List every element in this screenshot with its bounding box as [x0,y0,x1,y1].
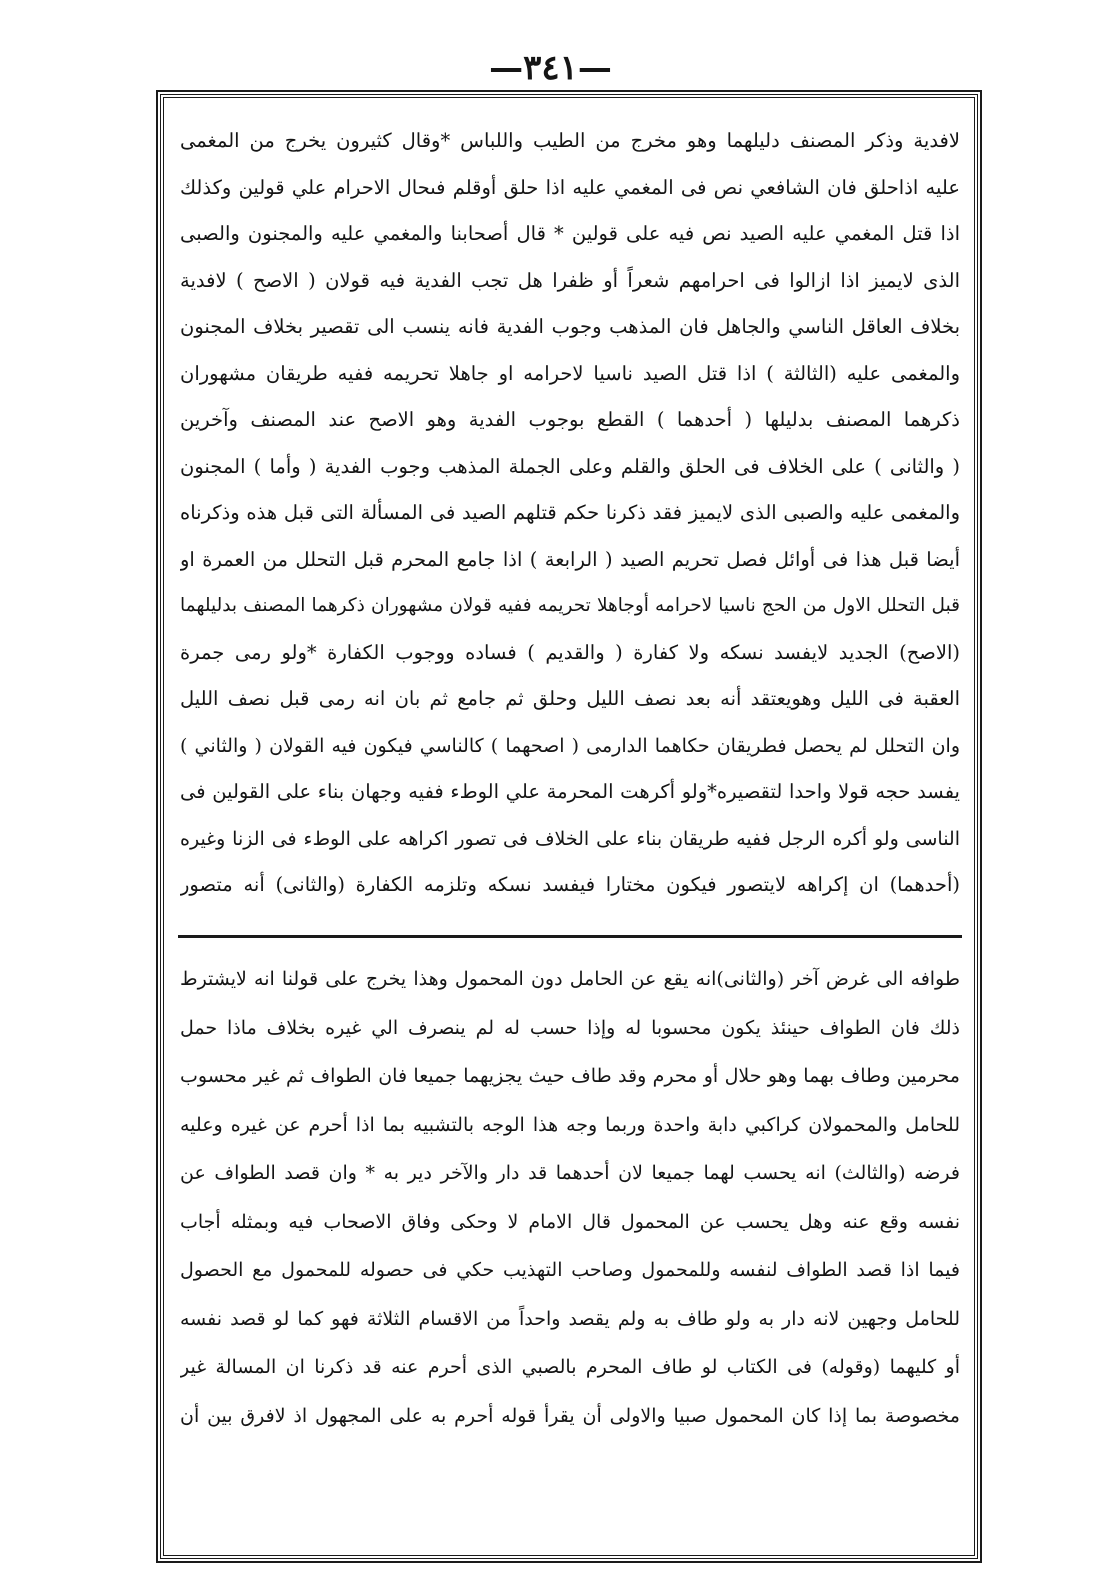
commentary-line: مخصوصة بما إذا كان المحمول صبيا والاولى أن يقرأ قوله أحرم به على المجهول اذ لافرق بين أن [180,1404,960,1427]
section-divider [178,935,962,938]
commentary-line: نفسه وقع عنه وهل يحسب عن المحمول قال الامام لا وحكى وفاق الاصحاب فيه وبمثله أجاب [180,1210,960,1233]
commentary-line: ذلك فان الطواف حينئذ يكون محسوبا له وإذا حسب له لم ينصرف الي غيره بخلاف ماذا حمل [180,1016,960,1039]
commentary-text-block [180,955,960,1440]
text-line: أيضا قبل هذا فى أوائل فصل تحريم الصيد ( الرابعة ) اذا جامع المحرم قبل التحلل من العمرة او [180,547,960,571]
commentary-line: للحامل والمحمولان كراكبي دابة واحدة وربما وجه هذا الوجه بالتشبيه بما اذا أحرم عن غيره وعليه [180,1113,960,1136]
text-line: يفسد حجه قولا واحدا لتقصيره*ولو أكرهت المحرمة علي الوطء ففيه وجهان بناء على القولين فى [180,780,960,803]
text-line: والمغمى عليه (الثالثة ) اذا قتل الصيد ناسيا لاحرامه او جاهلا تحريمه ففيه طريقان مشهوران [180,361,960,385]
text-line: الذى لايميز اذا ازالوا فى احرامهم شعراً أو ظفرا هل تجب الفدية فيه قولان ( الاصح ) لافدية [180,268,960,292]
commentary-line: للحامل وجهين لانه دار به ولو طاف به ولم يقصد واحداً من الاقسام الثلاثة فهو كما لو قصد نفسه [180,1307,960,1330]
commentary-line: أو كليهما (وقوله) فى الكتاب لو طاف المحرم بالصبي الذى أحرم عنه قد ذكرنا ان المسالة غير [180,1356,960,1378]
text-line: العقبة فى الليل وهويعتقد أنه بعد نصف الليل وحلق ثم جامع ثم بان انه رمى قبل نصف الليل [180,687,960,710]
text-line: بخلاف العاقل الناسي والجاهل فان المذهب وجوب الفدية فانه ينسب الى تقصير بخلاف المجنون [180,315,960,338]
commentary-line: فرضه (والثالث) انه يحسب لهما جميعا لان أحدهما قد دار والآخر دير به * وان قصد الطواف عن [180,1162,960,1184]
page-number: —٣٤١— [489,48,612,88]
text-line: لافدية وذكر المصنف دليلهما وهو مخرج من الطيب واللباس *وقال كثيرون يخرج من المغمى [180,129,960,152]
main-text-block [180,118,960,909]
commentary-line: فيما اذا قصد الطواف لنفسه وللمحمول وصاحب التهذيب حكي فى حصوله للمحمول مع الحصول [180,1259,960,1281]
text-line: ذكرهما المصنف بدليلها ( أحدهما ) القطع بوجوب الفدية وهو الاصح عند المصنف وآخرين [180,408,960,431]
text-line: والمغمى عليه والصبى الذى لايميز فقد ذكرنا حكم قتلهم الصيد فى المسألة التى قبل هذه وذكرناه [180,501,960,524]
text-line: وان التحلل لم يحصل فطريقان حكاهما الدارمى ( اصحهما ) كالناسي فيكون فيه القولان ( والثاني ) [180,734,960,757]
text-line: اذا قتل المغمي عليه الصيد نص فيه على قولين * قال أصحابنا والمغمي عليه والمجنون والصبى [180,222,960,245]
text-line: عليه اذاحلق فان الشافعي نص فى المغمي عليه اذا حلق أوقلم فىحال الاحرام علي قولين وكذلك [180,175,960,199]
commentary-line: طوافه الى غرض آخر (والثانى)انه يقع عن الحامل دون المحمول وهذا يخرج على قولنا انه لايشترط [180,968,960,990]
text-line: الناسى ولو أكره الرجل ففيه طريقان بناء على الخلاف فى تصور اكراهه على الوطء فى الزنا وغيره [180,827,960,850]
text-line: (الاصح) الجديد لايفسد نسكه ولا كفارة ( والقديم ) فساده ووجوب الكفارة *ولو رمى جمرة [180,640,960,664]
commentary-line: محرمين وطاف بهما وهو حلال أو محرم وقد طاف حيث يجزيهما جميعا فان الطواف ثم غير محسوب [180,1065,960,1087]
text-line: ( والثانى ) على الخلاف فى الحلق والقلم وعلى الجملة المذهب وجوب الفدية ( وأما ) المجنون [180,454,960,478]
text-line: قبل التحلل الاول من الحج ناسيا لاحرامه أوجاهلا تحريمه ففيه قولان مشهوران ذكرهما المصنف بدليلهما [180,595,960,616]
text-line: (أحدهما) ان إكراهه لايتصور فيكون مختارا فيفسد نسكه وتلزمه الكفارة (والثانى) أنه متصور [180,873,960,896]
